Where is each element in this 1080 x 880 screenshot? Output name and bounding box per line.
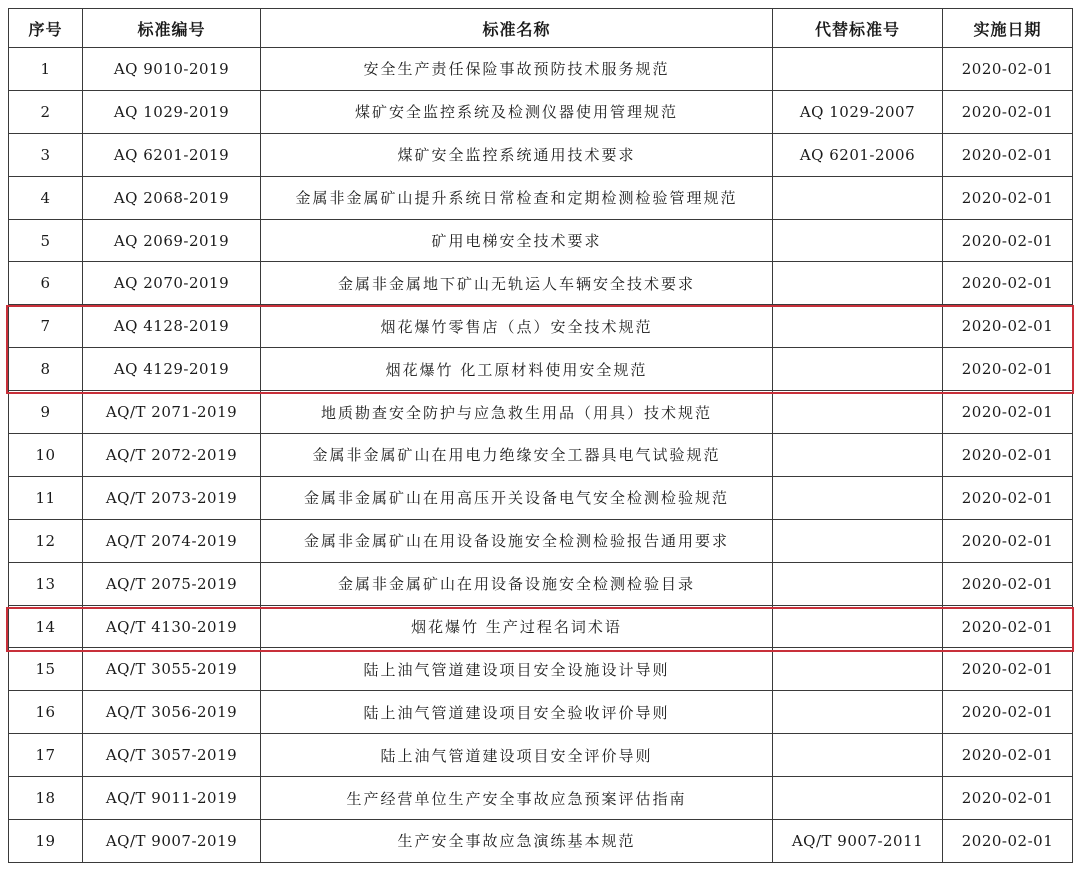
- effective-date: 2020-02-01: [943, 777, 1073, 820]
- row-number: 11: [9, 476, 83, 519]
- effective-date: 2020-02-01: [943, 476, 1073, 519]
- standards-sheet: [8, 8, 1072, 863]
- standard-name: 金属非金属矿山在用电力绝缘安全工器具电气试验规范: [261, 434, 773, 477]
- standard-code: AQ/T 2071-2019: [83, 391, 261, 434]
- table-row: [9, 90, 1073, 133]
- standard-name: 烟花爆竹 化工原材料使用安全规范: [261, 348, 773, 391]
- standard-name: 陆上油气管道建设项目安全设施设计导则: [261, 648, 773, 691]
- table-body: [9, 48, 1073, 863]
- standard-code: AQ/T 3056-2019: [83, 691, 261, 734]
- standard-name: 金属非金属地下矿山无轨运人车辆安全技术要求: [261, 262, 773, 305]
- header-code: 标准编号: [83, 9, 261, 48]
- replaced-standard: AQ 6201-2006: [773, 133, 943, 176]
- table-row: [9, 348, 1073, 391]
- effective-date: 2020-02-01: [943, 133, 1073, 176]
- standard-code: AQ 6201-2019: [83, 133, 261, 176]
- replaced-standard: [773, 476, 943, 519]
- row-number: 2: [9, 90, 83, 133]
- effective-date: 2020-02-01: [943, 734, 1073, 777]
- effective-date: 2020-02-01: [943, 519, 1073, 562]
- standard-name: 金属非金属矿山在用高压开关设备电气安全检测检验规范: [261, 476, 773, 519]
- row-number: 19: [9, 820, 83, 863]
- row-number: 10: [9, 434, 83, 477]
- row-number: 12: [9, 519, 83, 562]
- standard-name: 金属非金属矿山在用设备设施安全检测检验目录: [261, 562, 773, 605]
- replaced-standard: [773, 348, 943, 391]
- standard-code: AQ/T 2073-2019: [83, 476, 261, 519]
- row-number: 16: [9, 691, 83, 734]
- row-number: 6: [9, 262, 83, 305]
- header-no: 序号: [9, 9, 83, 48]
- table-row: [9, 476, 1073, 519]
- table-row: [9, 133, 1073, 176]
- table-row: [9, 691, 1073, 734]
- standard-code: AQ 2069-2019: [83, 219, 261, 262]
- header-date: 实施日期: [943, 9, 1073, 48]
- row-number: 18: [9, 777, 83, 820]
- table-row: [9, 176, 1073, 219]
- standard-code: AQ/T 2075-2019: [83, 562, 261, 605]
- header-replaces: 代替标准号: [773, 9, 943, 48]
- table-row: [9, 519, 1073, 562]
- standard-code: AQ/T 9011-2019: [83, 777, 261, 820]
- row-number: 3: [9, 133, 83, 176]
- replaced-standard: [773, 48, 943, 91]
- effective-date: 2020-02-01: [943, 648, 1073, 691]
- standard-code: AQ/T 2072-2019: [83, 434, 261, 477]
- standard-name: 金属非金属矿山在用设备设施安全检测检验报告通用要求: [261, 519, 773, 562]
- row-number: 14: [9, 605, 83, 648]
- replaced-standard: [773, 262, 943, 305]
- row-number: 4: [9, 176, 83, 219]
- row-number: 8: [9, 348, 83, 391]
- effective-date: 2020-02-01: [943, 48, 1073, 91]
- row-number: 13: [9, 562, 83, 605]
- replaced-standard: [773, 176, 943, 219]
- table-row: [9, 262, 1073, 305]
- replaced-standard: AQ/T 9007-2011: [773, 820, 943, 863]
- effective-date: 2020-02-01: [943, 90, 1073, 133]
- replaced-standard: [773, 391, 943, 434]
- standard-name: 金属非金属矿山提升系统日常检查和定期检测检验管理规范: [261, 176, 773, 219]
- effective-date: 2020-02-01: [943, 176, 1073, 219]
- standard-name: 矿用电梯安全技术要求: [261, 219, 773, 262]
- table-row: [9, 820, 1073, 863]
- table-row: [9, 391, 1073, 434]
- standard-code: AQ/T 3057-2019: [83, 734, 261, 777]
- standard-code: AQ 4128-2019: [83, 305, 261, 348]
- replaced-standard: [773, 605, 943, 648]
- standard-code: AQ/T 2074-2019: [83, 519, 261, 562]
- effective-date: 2020-02-01: [943, 262, 1073, 305]
- standard-name: 生产安全事故应急演练基本规范: [261, 820, 773, 863]
- table-row: [9, 48, 1073, 91]
- effective-date: 2020-02-01: [943, 219, 1073, 262]
- standard-code: AQ 2068-2019: [83, 176, 261, 219]
- table-row: [9, 734, 1073, 777]
- effective-date: 2020-02-01: [943, 820, 1073, 863]
- standard-name: 陆上油气管道建设项目安全验收评价导则: [261, 691, 773, 734]
- row-number: 15: [9, 648, 83, 691]
- replaced-standard: [773, 434, 943, 477]
- standard-name: 地质勘查安全防护与应急救生用品（用具）技术规范: [261, 391, 773, 434]
- row-number: 7: [9, 305, 83, 348]
- effective-date: 2020-02-01: [943, 691, 1073, 734]
- replaced-standard: [773, 562, 943, 605]
- row-number: 1: [9, 48, 83, 91]
- standard-code: AQ/T 3055-2019: [83, 648, 261, 691]
- replaced-standard: [773, 691, 943, 734]
- standard-code: AQ/T 9007-2019: [83, 820, 261, 863]
- standards-table: [8, 8, 1073, 863]
- standard-name: 煤矿安全监控系统及检测仪器使用管理规范: [261, 90, 773, 133]
- standard-name: 烟花爆竹 生产过程名词术语: [261, 605, 773, 648]
- effective-date: 2020-02-01: [943, 305, 1073, 348]
- table-row: [9, 434, 1073, 477]
- table-header-row: [9, 9, 1073, 48]
- standard-name: 生产经营单位生产安全事故应急预案评估指南: [261, 777, 773, 820]
- effective-date: 2020-02-01: [943, 348, 1073, 391]
- standard-code: AQ 1029-2019: [83, 90, 261, 133]
- table-row: [9, 777, 1073, 820]
- replaced-standard: [773, 648, 943, 691]
- standard-code: AQ 2070-2019: [83, 262, 261, 305]
- replaced-standard: [773, 734, 943, 777]
- table-row: [9, 219, 1073, 262]
- effective-date: 2020-02-01: [943, 605, 1073, 648]
- table-row: [9, 605, 1073, 648]
- effective-date: 2020-02-01: [943, 434, 1073, 477]
- row-number: 17: [9, 734, 83, 777]
- replaced-standard: [773, 219, 943, 262]
- replaced-standard: [773, 305, 943, 348]
- header-name: 标准名称: [261, 9, 773, 48]
- row-number: 5: [9, 219, 83, 262]
- standard-name: 安全生产责任保险事故预防技术服务规范: [261, 48, 773, 91]
- table-row: [9, 305, 1073, 348]
- standard-code: AQ/T 4130-2019: [83, 605, 261, 648]
- standard-name: 煤矿安全监控系统通用技术要求: [261, 133, 773, 176]
- effective-date: 2020-02-01: [943, 562, 1073, 605]
- table-row: [9, 562, 1073, 605]
- standard-name: 烟花爆竹零售店（点）安全技术规范: [261, 305, 773, 348]
- replaced-standard: [773, 777, 943, 820]
- effective-date: 2020-02-01: [943, 391, 1073, 434]
- table-row: [9, 648, 1073, 691]
- replaced-standard: [773, 519, 943, 562]
- standard-code: AQ 9010-2019: [83, 48, 261, 91]
- replaced-standard: AQ 1029-2007: [773, 90, 943, 133]
- standard-code: AQ 4129-2019: [83, 348, 261, 391]
- standard-name: 陆上油气管道建设项目安全评价导则: [261, 734, 773, 777]
- row-number: 9: [9, 391, 83, 434]
